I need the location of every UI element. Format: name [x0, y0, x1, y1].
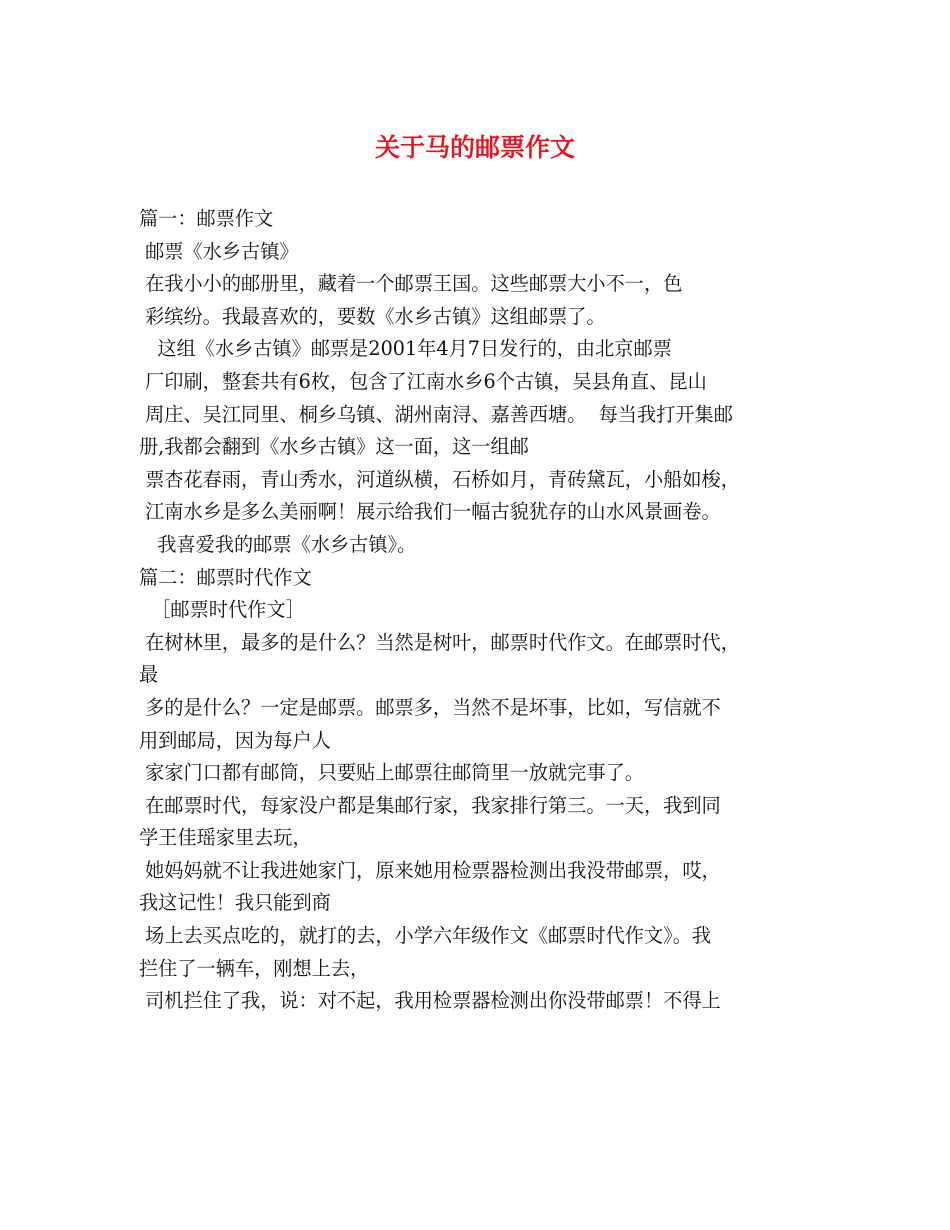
text-line: 多的是什么？一定是邮票。邮票多，当然不是坏事，比如，写信就不: [139, 695, 721, 719]
text-line: 票杏花春雨，青山秀水，河道纵横，石桥如月，青砖黛瓦，小船如梭，: [139, 467, 740, 491]
text-line: 拦住了一辆车，刚想上去，: [139, 956, 370, 980]
text-line: 在邮票时代，每家没户都是集邮行家，我家排行第三。一天，我到同: [139, 793, 721, 817]
text-line: 篇二：邮票时代作文: [139, 565, 312, 589]
text-line: 周庄、吴江同里、桐乡乌镇、湖州南浔、嘉善西塘。 每当我打开集邮: [139, 402, 733, 426]
text-line: 册,我都会翻到《水乡古镇》这一面，这一组邮: [139, 435, 529, 459]
text-line: 用到邮局，因为每户人: [139, 728, 331, 752]
text-line: 在树林里，最多的是什么？当然是树叶，邮票时代作文。在邮票时代，: [139, 630, 740, 654]
text-line: 我这记性！我只能到商: [139, 891, 331, 915]
text-line: ［邮票时代作文］: [139, 598, 305, 622]
text-line: 厂印刷，整套共有6枚，包含了江南水乡6个古镇，吴县角直、昆山: [139, 369, 707, 393]
text-line: 彩缤纷。我最喜欢的，要数《水乡古镇》这组邮票了。: [139, 304, 606, 328]
text-line: 篇一：邮票作文: [139, 207, 274, 230]
text-line: 场上去买点吃的，就打的去，小学六年级作文《邮票时代作文》。我: [139, 924, 712, 948]
text-line: 学王佳瑶家里去玩，: [139, 826, 312, 850]
text-line: 这组《水乡古镇》邮票是2001年4月7日发行的，由北京邮票: [139, 337, 672, 361]
document-body: [139, 203, 829, 1018]
text-line: 家家门口都有邮筒，只要贴上邮票往邮筒里一放就完事了。: [139, 761, 644, 785]
text-line: 我喜爱我的邮票《水乡古镇》。: [139, 532, 417, 556]
text-line: 司机拦住了我，说：对不起，我用检票器检测出你没带邮票！不得上: [139, 989, 721, 1013]
text-line: 邮票《水乡古镇》: [139, 239, 299, 263]
text-line: 最: [139, 663, 159, 687]
document-title: 关于马的邮票作文: [374, 133, 575, 162]
text-line: 江南水乡是多么美丽啊！展示给我们一幅古貌犹存的山水风景画卷。: [139, 500, 721, 524]
text-line: 在我小小的邮册里，藏着一个邮票王国。这些邮票大小不一，色: [139, 272, 683, 296]
text-line: 她妈妈就不让我进她家门，原来她用检票器检测出我没带邮票，哎，: [139, 858, 721, 882]
